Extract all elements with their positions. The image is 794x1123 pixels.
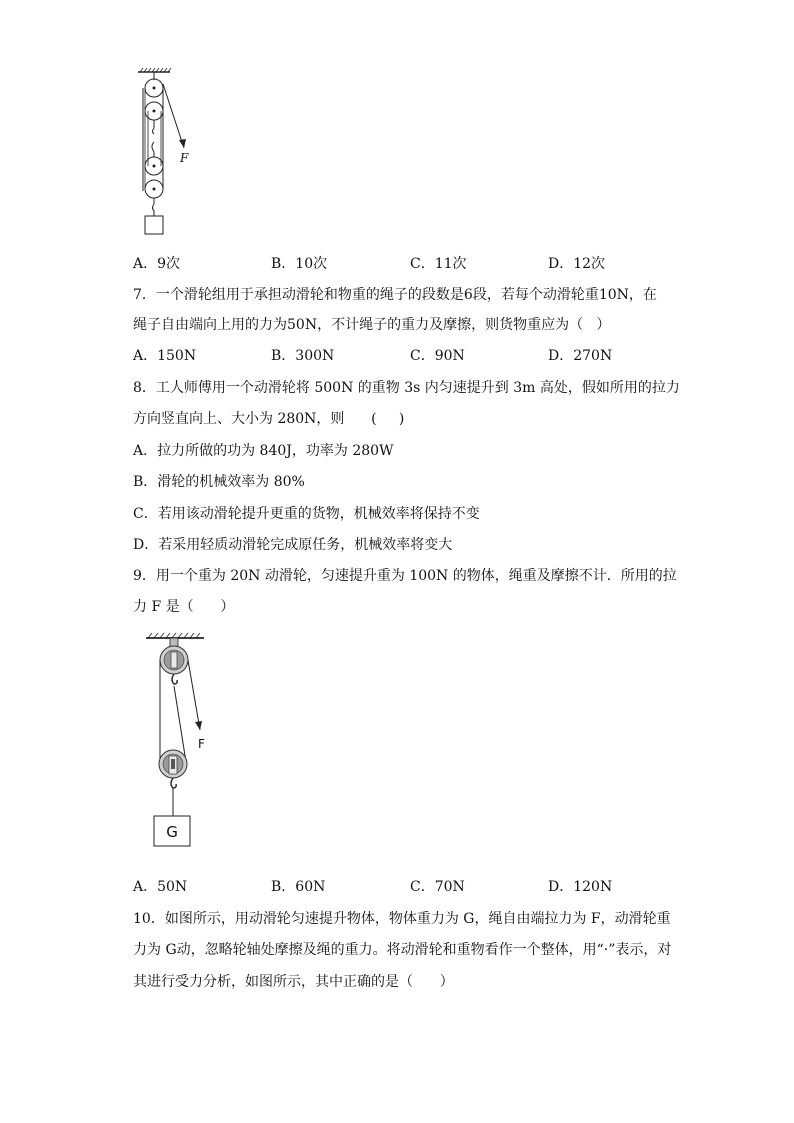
q8-option-d[interactable]: D．若采用轻质动滑轮完成原任务，机械效率将变大 — [133, 537, 453, 553]
q7-option-a[interactable]: A．150N — [133, 348, 197, 364]
pulley-system-diagram — [130, 66, 200, 242]
pulley-system-figure-2 — [140, 630, 230, 850]
q10-stem-line-1: 10．如图所示，用动滑轮匀速提升物体，物体重力为 G，绳自由端拉力为 F，动滑轮重 — [133, 911, 671, 927]
q8-stem-line-2: 方向竖直向上、大小为 280N，则 ( ) — [133, 411, 405, 427]
q6-option-a[interactable]: A．9次 — [133, 256, 181, 272]
q8-stem-line-1: 8．工人师傅用一个动滑轮将 500N 的重物 3s 内匀速提升到 3m 高处，假如所用的拉力 — [133, 380, 680, 396]
weight-label-g: G — [166, 823, 178, 841]
q8-option-b[interactable]: B．滑轮的机械效率为 80% — [133, 474, 305, 490]
q9-stem-line-2: 力 F 是（ ） — [133, 599, 235, 615]
q7-option-b[interactable]: B．300N — [271, 348, 335, 364]
q6-option-c[interactable]: C．11次 — [410, 256, 467, 272]
q10-stem-line-2: 力为 G动，忽略轮轴处摩擦及绳的重力。将动滑轮和重物看作一个整体，用“·”表示，对 — [133, 942, 672, 958]
q7-option-d[interactable]: D．270N — [548, 348, 613, 364]
q9-option-a[interactable]: A．50N — [133, 879, 188, 895]
q6-option-d[interactable]: D．12次 — [548, 256, 606, 272]
force-label-f-2: F — [198, 737, 205, 751]
q6-option-b[interactable]: B．10次 — [271, 256, 328, 272]
q8-option-c[interactable]: C．若用该动滑轮提升更重的货物，机械效率将保持不变 — [133, 506, 480, 522]
movable-pulley-diagram — [140, 630, 230, 850]
q9-option-b[interactable]: B．60N — [271, 879, 326, 895]
q9-stem-line-1: 9．用一个重为 20N 动滑轮，匀速提升重为 100N 的物体，绳重及摩擦不计．所用的拉 — [133, 568, 677, 584]
q7-stem-line-2: 绳子自由端向上用的力为50N，不计绳子的重力及摩擦，则货物重应为（ ） — [133, 317, 611, 333]
q7-option-c[interactable]: C．90N — [410, 348, 465, 364]
q9-option-c[interactable]: C．70N — [410, 879, 465, 895]
pulley-system-figure-1 — [130, 66, 200, 242]
force-label-f: F — [180, 151, 189, 165]
q9-option-d[interactable]: D．120N — [548, 879, 613, 895]
q10-stem-line-3: 其进行受力分析，如图所示，其中正确的是（ ） — [133, 974, 454, 990]
q8-option-a[interactable]: A．拉力所做的功为 840J，功率为 280W — [133, 443, 394, 459]
q7-stem-line-1: 7．一个滑轮组用于承担动滑轮和物重的绳子的段数是6段，若每个动滑轮重10N，在 — [133, 287, 657, 303]
